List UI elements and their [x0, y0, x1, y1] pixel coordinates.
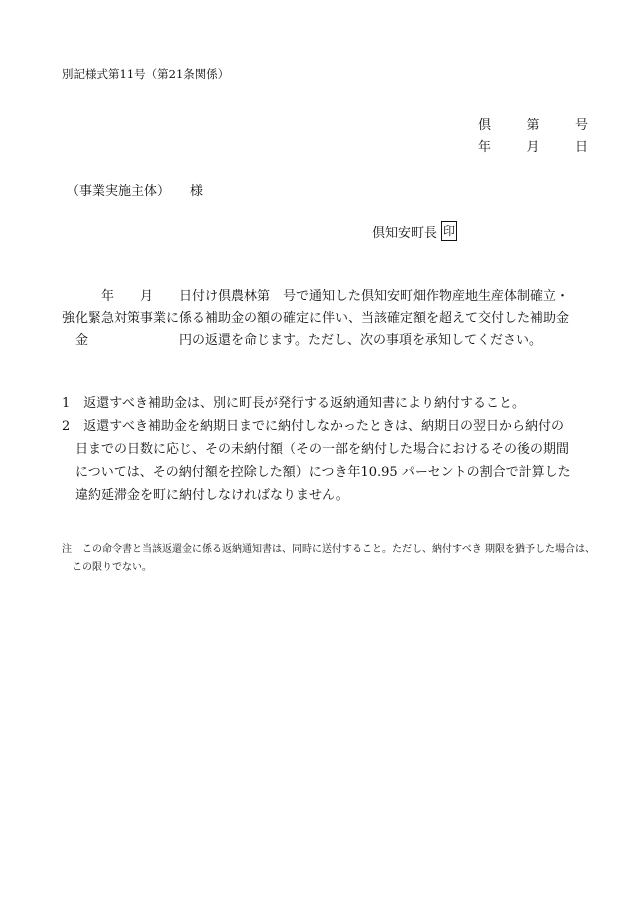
footnote: [62, 541, 602, 577]
body-line: 金 円の返還を命じます。ただし、次の事項を承知してください。: [62, 333, 542, 348]
condition-item-continuation: 違約延滞金を町に納付しなければなりません。: [62, 488, 349, 503]
date-day: 日: [574, 140, 588, 155]
seal-mark: 印: [441, 221, 457, 241]
date-year: 年: [478, 140, 492, 155]
note-line: 注 この命令書と当該返還金に係る返納通知書は、同時に送付すること。ただし、納付すべき 期限を猶予した場合は、: [62, 544, 595, 555]
reference-number-row: [478, 114, 588, 133]
condition-item: 1 返還すべき補助金は、別に町長が発行する返納通知書により納付すること。: [62, 396, 526, 411]
reference-go: 号: [574, 118, 588, 133]
sender: [372, 221, 457, 241]
conditions-list: [62, 392, 592, 507]
date-month: 月: [526, 140, 540, 155]
condition-item-continuation: 日までの日数に応じ、その未納付額（その一部を納付した場合におけるその後の期間: [62, 442, 570, 457]
addressee-title: 様: [190, 184, 204, 199]
note-line: この限りでない。: [62, 562, 152, 573]
body-paragraph: [62, 286, 592, 352]
addressee-name: （事業実施主体）: [66, 184, 171, 199]
condition-item: 2 返還すべき補助金を納期日までに納付しなかったときは、納期日の翌日から納付の: [62, 419, 565, 434]
addressee: [66, 180, 203, 199]
body-line: 年 月 日付け倶農林第 号で通知した倶知安町畑作物産地生産体制確立・: [62, 289, 570, 304]
form-label: 別記様式第11号（第21条関係）: [62, 67, 230, 81]
reference-dai: 第: [526, 118, 540, 133]
condition-item-continuation: については、その納付額を控除した額）につき年10.95 パーセントの割合で計算した: [62, 465, 571, 480]
body-line: 強化緊急対策事業に係る補助金の額の確定に伴い、当該確定額を超えて交付した補助金: [62, 311, 570, 326]
reference-date-row: [478, 136, 588, 155]
sender-name: 倶知安町長: [372, 225, 438, 241]
reference-prefix: 倶: [478, 118, 492, 133]
